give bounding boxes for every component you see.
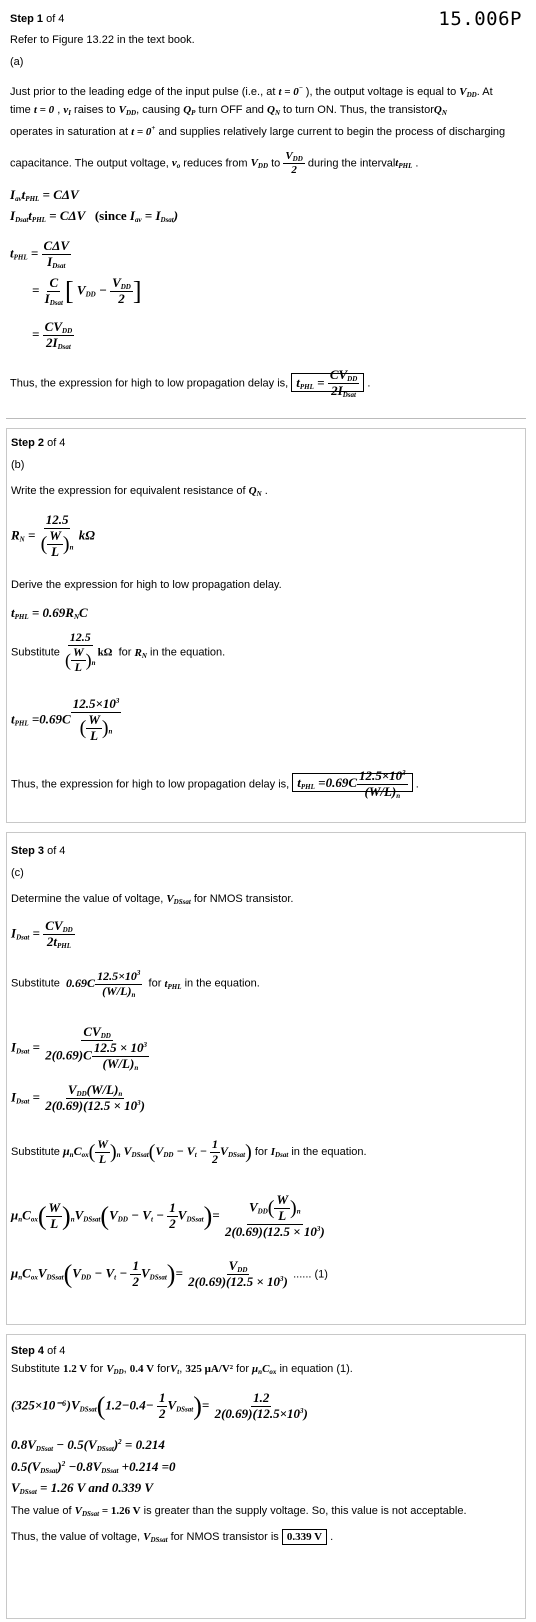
eq-mu-1: $\mu_nC_{ox}$( $\frac{W}{L}$ )$_nV_{DSsat}(V_{DD} - V_t$ − $\frac{1}{2}$ $V_{DSsat})=$ $V_{DD}$( $\frac{W}{L}$ )$_n$ $2(0.69)(12.5 \times 10^3)$ <box>11 1192 325 1239</box>
eq-idsat: $I_{Dsat}t_{PHL} = C\Delta V$ (since $I_{av} = I_{Dsat}$) <box>10 208 179 224</box>
step-3-part: (c) <box>11 867 24 879</box>
step-1-card <box>6 4 526 399</box>
step-1-line-2: time t = 0 , $v_I$ raises to $V_{DD}$, causing $Q_P$ turn OFF and $Q_N$ to turn ON. Thus, the transistorQ$_N$ <box>10 104 447 117</box>
step-2-conclusion: Thus, the expression for high to low propagation delay is, $t_{PHL} =0.69C$ $\frac{12.5\times 10^3}{(W/L)_n}$ . <box>11 768 419 800</box>
step-1-heading: Step 1 of 4 <box>10 13 65 25</box>
eq-idsat-2: $I_{Dsat}$ = $CV_{DD}$ 2(0.69)C $\frac{12.5 \times 10^3}{(W/L)_n}$ <box>11 1024 147 1072</box>
step-4-note: The value of $V_{DSsat} = 1.26$ V is greater than the supply voltage. So, this value is not acceptable. <box>11 1505 467 1518</box>
eq-rn: $R_N$ = 12.5 ( $\frac{W}{L}$ )$_n$ kΩ <box>11 512 95 559</box>
equation-tag: ...... (1) <box>293 1268 328 1281</box>
eq-step4-2: $0.8V_{DSsat} - 0.5(V_{DSsat})^2 = 0.214$ <box>11 1437 165 1453</box>
eq-step4-3: $0.5(V_{DSsat})^2 -0.8V_{DSsat} +0.214 =0$ <box>11 1459 176 1475</box>
eq-tphl-rn: $t_{PHL} = 0.69R_NC$ <box>11 605 88 621</box>
eq-tphl-1: $t_{PHL}$ = $\frac{\text{CΔV}}{I_{Dsat}}$ <box>10 238 70 270</box>
step-1-conclusion: Thus, the expression for high to low propagation delay is, $t_{PHL}$ = $\frac{CV_{DD}}{2I_{Dsat}}$ . <box>10 367 371 400</box>
step-2-card <box>6 428 526 823</box>
step-2-derive: Derive the expression for high to low propagation delay. <box>11 579 282 591</box>
step-3-heading: Step 3 of 4 <box>11 845 66 857</box>
eq-iav: $I_{av}t_{PHL} = C\Delta V$ <box>10 187 79 203</box>
final-answer-box: 0.339 V <box>282 1529 327 1545</box>
eq-idsat-1: $I_{Dsat}$ = $\frac{CV_{DD}}{2t_{PHL}}$ <box>11 918 73 951</box>
eq-step4-1: $(325\times 10^{-6})V_{DSsat}(1.2-0.4-$ $\frac{1}{2}$ $V_{DSsat})=$ $\frac{1.2}{2(0.69)(12.5\times 10^3)}$ <box>11 1390 308 1421</box>
step-1-line-4: capacitance. The output voltage, $v_o$ reduces from $V_{DD}$ to $\frac{V_{DD}}{2}$ during the intervalt$_{PHL}$ . <box>10 150 419 177</box>
eq-mu-2: $\mu_nC_{ox}V_{DSsat}(V_{DD} - V_t$ − $\frac{1}{2}$ $V_{DSsat})=$ $\frac{V_{DD}}{2(0.69)(12.5 \times 10^3)}$ ...... (1) <box>11 1258 328 1290</box>
step-4-heading: Step 4 of 4 <box>11 1345 66 1357</box>
step-1-part: (a) <box>10 56 24 68</box>
step-2-substitute: Substitute 12.5 ( $\frac{W}{L}$ )$_n$ kΩ for $R_N$ in the equation. <box>11 630 226 674</box>
eq-tphl-3: = $\frac{CV_{DD}}{2I_{Dsat}}$ <box>32 319 73 352</box>
step-3-substitute-1: Substitute 0.69C $\frac{12.5\times 10^3}{(W/L)_n}$ for $t_{PHL}$ in the equation. <box>11 969 260 999</box>
step-1-refer: Refer to Figure 13.22 in the text book. <box>10 34 195 46</box>
eq-tphl-full: $t_{PHL} =0.69C$ $12.5\times 10^3$ ( $\frac{W}{L}$ )$_n$ <box>11 696 120 743</box>
step-1-result-box: $t_{PHL}$ = $\frac{CV_{DD}}{2I_{Dsat}}$ <box>291 373 364 392</box>
eq-idsat-3: $I_{Dsat}$ = $\frac{V_{DD}(W/L)_n}{2(0.69)(12.5 \times 10^3)}$ <box>11 1082 145 1114</box>
step-4-card <box>6 1334 526 1619</box>
eq-tphl-2: = $\frac{C}{I_{Dsat}}$ [ $V_{DD}$ − $\frac{V_{DD}}{2}$ ] <box>32 275 142 307</box>
step-3-substitute-2: Substitute $\mu_nC_{ox}$( $\frac{W}{L}$ )$_n$ $V_{DSsat}(V_{DD} - V_t$ − $\frac{1}{2}$ $V_{DSsat}$) for $I_{Dsat}$ in the equation. <box>11 1137 367 1166</box>
step-1-line-3: operates in saturation at t = 0+ and supplies relatively large current to begin the process of discharging <box>10 124 506 138</box>
step-2-result-box: $t_{PHL} =0.69C$ $\frac{12.5\times 10^3}{(W/L)_n}$ <box>292 773 412 792</box>
step-1-line-1: Just prior to the leading edge of the input pulse (i.e., at t = 0− ), the output voltage is equal to $V_{DD}$. At <box>10 84 493 99</box>
eq-step4-roots: $V_{DSsat} = 1.26$ V and 0.339 V <box>11 1480 154 1496</box>
step-4-final: Thus, the value of voltage, $V_{DSsat}$ for NMOS transistor is 0.339 V . <box>11 1531 334 1544</box>
step-4-substitute: Substitute 1.2 V for $V_{DD}$, 0.4 V forV$_t$, 325 μA/V² for $\mu_nC_{ox}$ in equation (1). <box>11 1363 353 1376</box>
separator <box>6 418 526 419</box>
problem-id: 15.006P <box>438 8 522 30</box>
step-2-intro: Write the expression for equivalent resistance of $Q_N$ . <box>11 485 268 498</box>
step-3-intro: Determine the value of voltage, $V_{DSsat}$ for NMOS transistor. <box>11 893 294 906</box>
step-2-part: (b) <box>11 459 25 471</box>
step-2-heading: Step 2 of 4 <box>11 437 66 449</box>
step-3-card <box>6 832 526 1325</box>
